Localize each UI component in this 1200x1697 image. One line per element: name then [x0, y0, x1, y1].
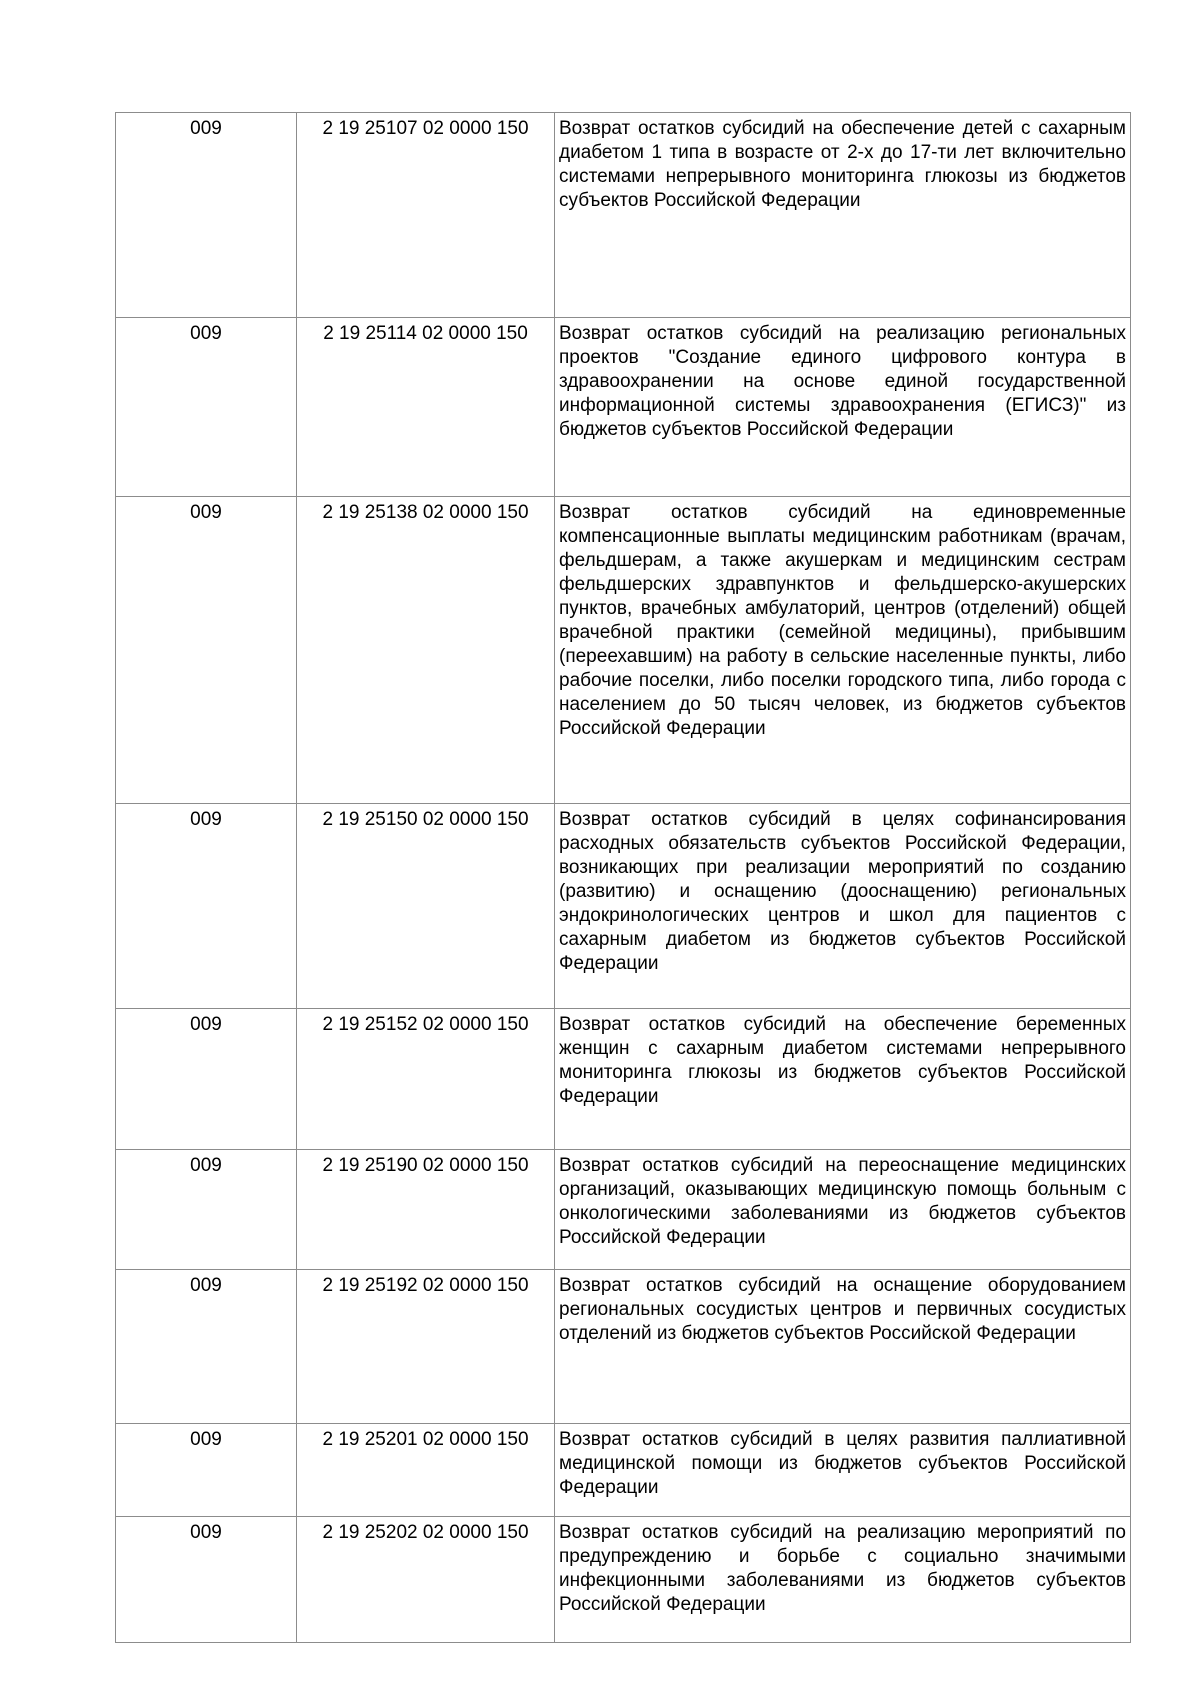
table-row — [116, 804, 1131, 1009]
table-row — [116, 318, 1131, 497]
budget-classification-code-cell: 2 19 25114 02 0000 150 — [297, 318, 555, 497]
administrator-code-cell: 009 — [116, 804, 297, 1009]
income-description-cell: Возврат остатков субсидий на реализацию мероприятий по предупреждению и борьбе с социально значимыми инфекционными заболеваниями из бюджетов субъектов Российской Федерации — [555, 1517, 1131, 1643]
budget-classification-code-cell: 2 19 25201 02 0000 150 — [297, 1424, 555, 1517]
budget-classification-code-cell: 2 19 25190 02 0000 150 — [297, 1150, 555, 1270]
table-row — [116, 1150, 1131, 1270]
budget-classification-code-cell: 2 19 25107 02 0000 150 — [297, 113, 555, 318]
administrator-code-cell: 009 — [116, 1009, 297, 1150]
income-description-cell: Возврат остатков субсидий на оснащение оборудованием региональных сосудистых центров и первичных сосудистых отделений из бюджетов субъектов Российской Федерации — [555, 1270, 1131, 1424]
income-description-cell: Возврат остатков субсидий на обеспечение детей с сахарным диабетом 1 типа в возрасте от 2-х до 17-ти лет включительно системами непрерывного мониторинга глюкозы из бюджетов субъектов Российской Федерации — [555, 113, 1131, 318]
budget-classification-code-cell: 2 19 25152 02 0000 150 — [297, 1009, 555, 1150]
income-description-cell: Возврат остатков субсидий на переоснащение медицинских организаций, оказывающих медицинскую помощь больным с онкологическими заболеваниями из бюджетов субъектов Российской Федерации — [555, 1150, 1131, 1270]
administrator-code-cell: 009 — [116, 113, 297, 318]
table-row — [116, 1270, 1131, 1424]
income-description-cell: Возврат остатков субсидий в целях софинансирования расходных обязательств субъектов Российской Федерации, возникающих при реализации мероприятий по созданию (развитию) и оснащению (дооснащению) региональных эндокринологических центров и школ для пациентов с сахарным диабетом из бюджетов субъектов Российской Федерации — [555, 804, 1131, 1009]
income-description-cell: Возврат остатков субсидий на единовременные компенсационные выплаты медицинским работникам (врачам, фельдшерам, а также акушеркам и медицинским сестрам фельдшерских здравпунктов и фельдшерско-акушерских пунктов, врачебных амбулаторий, центров (отделений) общей врачебной практики (семейной медицины), прибывшим (переехавшим) на работу в сельские населенные пункты, либо рабочие поселки, либо поселки городского типа, либо города с населением до 50 тысяч человек, из бюджетов субъектов Российской Федерации — [555, 497, 1131, 804]
table-row — [116, 1009, 1131, 1150]
administrator-code-cell: 009 — [116, 1270, 297, 1424]
document-page — [115, 112, 1130, 1643]
table-row — [116, 113, 1131, 318]
budget-codes-table — [115, 112, 1131, 1643]
budget-classification-code-cell: 2 19 25150 02 0000 150 — [297, 804, 555, 1009]
budget-classification-code-cell: 2 19 25138 02 0000 150 — [297, 497, 555, 804]
budget-classification-code-cell: 2 19 25202 02 0000 150 — [297, 1517, 555, 1643]
budget-classification-code-cell: 2 19 25192 02 0000 150 — [297, 1270, 555, 1424]
administrator-code-cell: 009 — [116, 1517, 297, 1643]
income-description-cell: Возврат остатков субсидий на реализацию региональных проектов "Создание единого цифрового контура в здравоохранении на основе единой государственной информационной системы здравоохранения (ЕГИСЗ)" из бюджетов субъектов Российской Федерации — [555, 318, 1131, 497]
administrator-code-cell: 009 — [116, 1424, 297, 1517]
table-row — [116, 497, 1131, 804]
table-row — [116, 1517, 1131, 1643]
administrator-code-cell: 009 — [116, 318, 297, 497]
administrator-code-cell: 009 — [116, 1150, 297, 1270]
income-description-cell: Возврат остатков субсидий на обеспечение беременных женщин с сахарным диабетом системами непрерывного мониторинга глюкозы из бюджетов субъектов Российской Федерации — [555, 1009, 1131, 1150]
income-description-cell: Возврат остатков субсидий в целях развития паллиативной медицинской помощи из бюджетов субъектов Российской Федерации — [555, 1424, 1131, 1517]
administrator-code-cell: 009 — [116, 497, 297, 804]
table-row — [116, 1424, 1131, 1517]
